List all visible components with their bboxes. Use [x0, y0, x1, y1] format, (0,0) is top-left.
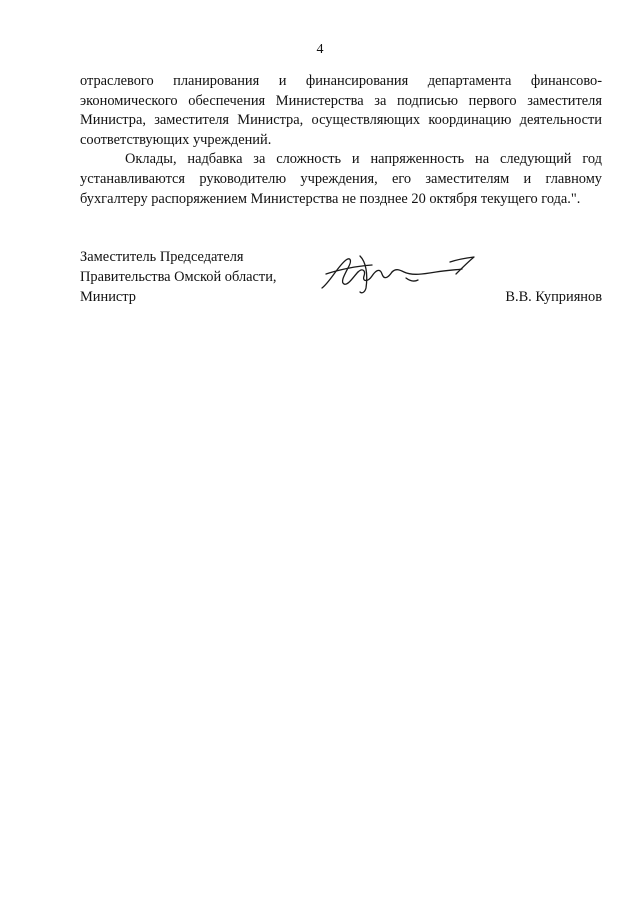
signatory-position-line: Правительства Омской области,: [80, 269, 277, 285]
signatory-position-line: Министр: [80, 289, 136, 305]
handwritten-signature-icon: [316, 248, 478, 296]
signatory-position: [80, 247, 277, 307]
paragraph-continued: отраслевого планирования и финансирования департамента финансово-экономического обеспечения Министерства за подписью первого заместителя Министра, заместителя Министра, осуществляющих координацию деятельности соответствующих учреждений.: [80, 73, 602, 148]
body-text: [80, 72, 602, 209]
signatory-position-line: Заместитель Председателя: [80, 249, 244, 265]
paragraph-salaries: Оклады, надбавка за сложность и напряженность на следующий год устанавливаются руководителю учреждения, его заместителям и главному бухгалтеру распоряжением Министерства не позднее 20 октября текущего года.".: [80, 151, 602, 207]
signatory-name: В.В. Куприянов: [505, 289, 602, 305]
page-number: 4: [316, 42, 324, 57]
